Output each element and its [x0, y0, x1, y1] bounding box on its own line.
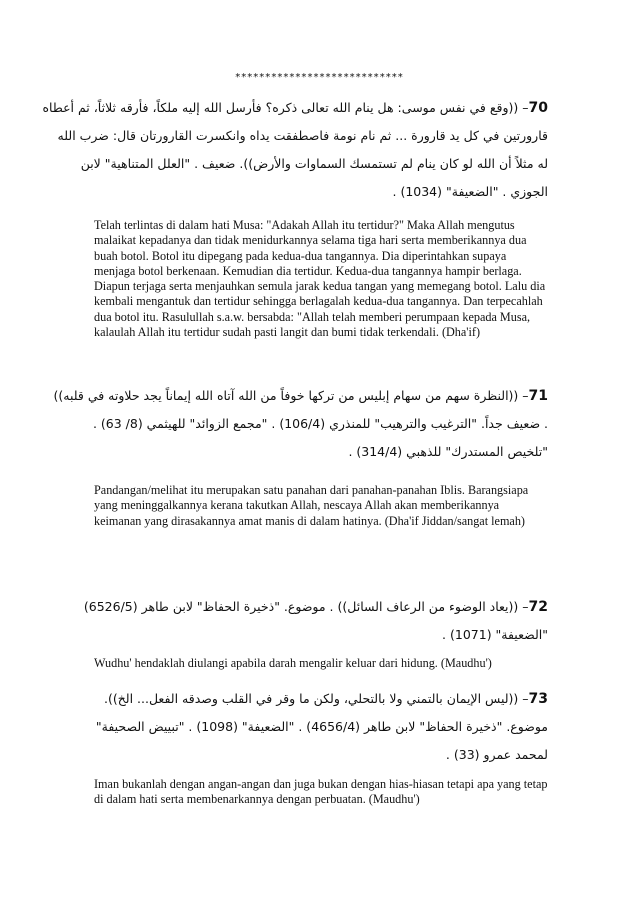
hadith-number: 73: [528, 691, 548, 707]
hadith-71-arabic: [53, 382, 548, 466]
hadith-number: 71: [528, 388, 548, 404]
hadith-70-line-1: 70– ((وقع في نفس موسى: هل ينام الله تعالى ذكره؟ فأرسل الله إليه ملكاً، فأرقه ثلاثاً، ثم أعطاه: [42, 100, 548, 116]
hadith-71-line-1: 71– ((النظرة سهم من سهام إبليس من تركها خوفاً من الله آتاه الله إيماناً يجد حلاوته في قلبه)): [53, 388, 548, 404]
hadith-number: 72: [528, 599, 548, 615]
separator-line: ****************************: [234, 72, 404, 83]
hadith-73-line-2: موضوع. "ذخيرة الحفاظ" لابن طاهر (4656/4) . "الضعيفة" (1098) . "تبييض الصحيفة": [95, 719, 548, 734]
hadith-72-translation: Wudhu' hendaklah diulangi apabila darah mengalir keluar dari hidung. (Maudhu'): [94, 656, 492, 670]
hadith-73-translation: Iman bukanlah dengan angan-angan dan juga bukan dengan hias-hiasan tetapi apa yang tetap di dalam hati serta membenarkannya dengan perbuatan. (Maudhu'): [94, 777, 548, 807]
hadith-72-line-2: "الضعيفة" (1071) .: [442, 627, 548, 642]
hadith-73-line-1: 73– ((ليس الإيمان بالتمني ولا بالتحلي، ولكن ما وقر في القلب وصدقه الفعل... الخ)).: [103, 691, 548, 707]
hadith-70-translation: Telah terlintas di dalam hati Musa: "Adakah Allah itu tertidur?" Maka Allah mengutus malaikat kepadanya dan tidak menidurkannya selama tiga hari serta memberikannya dua buah botol. Botol itu dipegang pada kedua-dua tangannya. Dia diperintahkan supaya menjaga botol berkenaan. Kemudian dia tertidur. Kedua-dua tangannya hampir berlaga. Diapun terjaga serta menjauhkan semula jarak kedua tangan yang memegang botol. Lalu dia kembali mengantuk dan tertidur sehingga berlagalah kedua-dua tangannya. Dan terpecahlah dua botol itu. Rasulullah s.a.w. bersabda: "Allah telah memberi perumpaan kepada Musa, kalaulah Allah itu tertidur sudah pasti langit dan bumi tidak terkendali. (Dha'if): [94, 218, 546, 340]
hadith-72-line-1: 72– ((يعاد الوضوء من الرعاف السائل)) . موضوع. "ذخيرة الحفاظ" لابن طاهر (6526/5): [83, 599, 548, 615]
hadith-73-arabic: [94, 685, 548, 769]
hadith-70-arabic: [42, 94, 548, 206]
hadith-71-line-2: . ضعيف جداً. "الترغيب والترهيب" للمنذري (106/4) . "مجمع الزوائد" للهيثمي (8/ 63) .: [92, 416, 548, 431]
hadith-70-line-3: له مثلاً أن الله لو كان ينام لم تستمسك السماوات والأرض)). ضعيف . "العلل المتناهية" لابن: [80, 156, 548, 171]
hadith-73-line-3: لمحمد عمرو (33) .: [445, 747, 548, 762]
hadith-number: 70: [528, 100, 548, 116]
hadith-70-line-4: الجوزي . "الضعيفة" (1034) .: [392, 184, 548, 199]
hadith-71-translation: Pandangan/melihat itu merupakan satu panahan dari panahan-panahan Iblis. Barangsiapa yang meninggalkannya kerana takutkan Allah, nescaya Allah akan memberikannya keimanan yang dirasakannya amat manis di dalam hatinya. (Dha'if Jiddan/sangat lemah): [94, 483, 529, 528]
hadith-71-line-3: "تلخيص المستدرك" للذهبي (314/4) .: [348, 444, 548, 459]
hadith-72-arabic: [83, 593, 548, 649]
hadith-70-line-2: قارورتين في كل يد قارورة ... ثم نام نومة فاصطفقت يداه وانكسرت القارورتان قال: ضرب الله: [57, 128, 548, 143]
